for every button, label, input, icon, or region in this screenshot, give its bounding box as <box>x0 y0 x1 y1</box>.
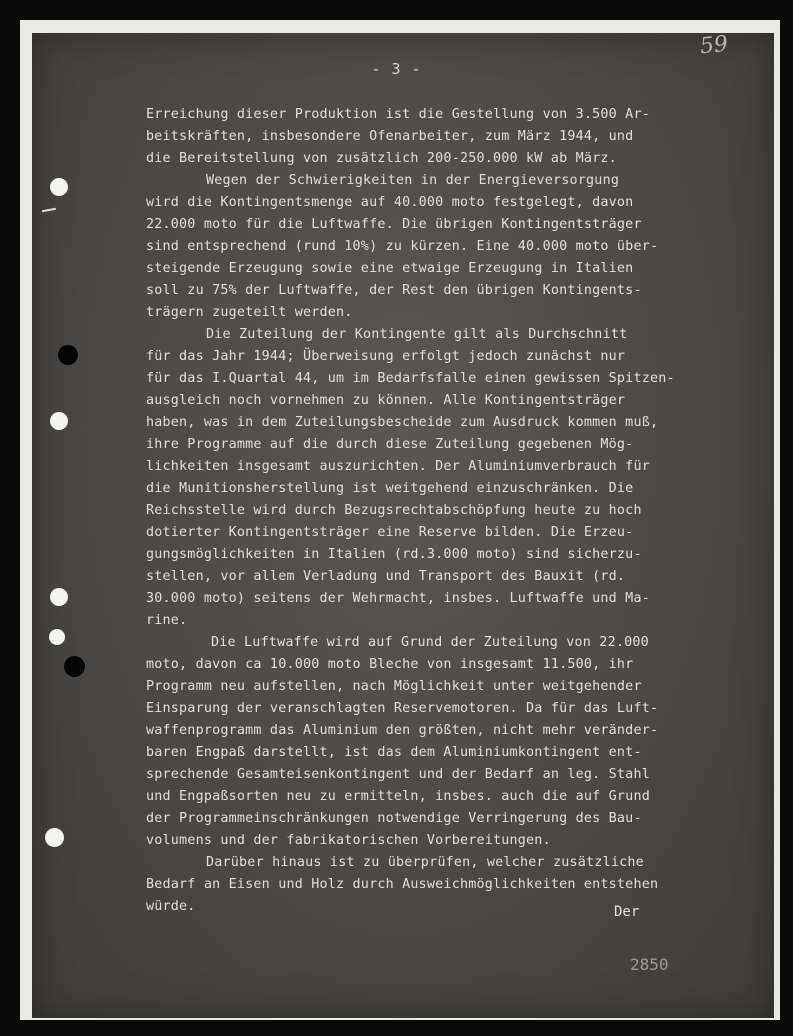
text-line: die Bereitstellung von zusätzlich 200-250.000 kW ab März. <box>146 151 617 166</box>
text-line: Wegen der Schwierigkeiten in der Energieversorgung <box>206 173 620 188</box>
text-line: baren Engpaß darstellt, ist das dem Aluminiumkontingent ent- <box>146 745 642 760</box>
text-line: waffenprogramm das Aluminium den größten, nicht mehr veränder- <box>146 723 659 738</box>
text-line: Darüber hinaus ist zu überprüfen, welcher zusätzliche <box>206 855 644 870</box>
text-line: und Engpaßsorten neu zu ermitteln, insbes. auch die auf Grund <box>146 789 650 804</box>
text-line: haben, was in dem Zuteilungsbescheide zum Ausdruck kommen muß, <box>146 415 659 430</box>
page-number: - 3 - <box>371 60 422 78</box>
text-line: soll zu 75% der Luftwaffe, der Rest den übrigen Kontingents- <box>146 283 642 298</box>
text-line: ausgleich noch vornehmen zu können. Alle Kontingentsträger <box>146 393 626 408</box>
text-line: Einsparung der veranschlagten Reservemotoren. Da für das Luft- <box>146 701 659 716</box>
body-text <box>146 104 726 918</box>
text-line: steigende Erzeugung sowie eine etwaige Erzeugung in Italien <box>146 261 634 276</box>
text-line: Reichsstelle wird durch Bezugsrechtabschöpfung heute zu hoch <box>146 503 642 518</box>
punch-hole-white-4 <box>49 629 65 645</box>
punch-hole-white-2 <box>50 412 68 430</box>
punch-hole-black-2 <box>64 656 85 677</box>
punch-hole-white-1 <box>50 178 68 196</box>
punch-hole-white-3 <box>50 588 68 606</box>
stamp-number: 2850 <box>630 955 669 974</box>
text-line: lichkeiten insgesamt auszurichten. Der Aluminiumverbrauch für <box>146 459 650 474</box>
folio-mark: 59 <box>698 31 730 60</box>
text-line: Programm neu aufstellen, nach Möglichkeit unter weitgehender <box>146 679 642 694</box>
text-line: beitskräften, insbesondere Ofenarbeiter, zum März 1944, und <box>146 129 634 144</box>
text-line: wird die Kontingentsmenge auf 40.000 moto festgelegt, davon <box>146 195 634 210</box>
text-line: Die Zuteilung der Kontingente gilt als Durchschnitt <box>206 327 628 342</box>
punch-hole-black-1 <box>58 345 78 365</box>
text-line: volumens und der fabrikatorischen Vorbereitungen. <box>146 833 551 848</box>
text-line: für das Jahr 1944; Überweisung erfolgt jedoch zunächst nur <box>146 349 626 364</box>
catchword: Der <box>614 904 640 920</box>
text-line: Bedarf an Eisen und Holz durch Ausweichmöglichkeiten entstehen <box>146 877 659 892</box>
text-line: 22.000 moto für die Luftwaffe. Die übrigen Kontingentsträger <box>146 217 642 232</box>
text-line: 30.000 moto) seitens der Wehrmacht, insbes. Luftwaffe und Ma- <box>146 591 650 606</box>
text-line: für das I.Quartal 44, um im Bedarfsfalle einen gewissen Spitzen- <box>146 371 675 386</box>
text-line: Erreichung dieser Produktion ist die Gestellung von 3.500 Ar- <box>146 107 650 122</box>
text-line: dotierter Kontingentsträger eine Reserve bilden. Die Erzeu- <box>146 525 634 540</box>
text-line: ihre Programme auf die durch diese Zuteilung gegebenen Mög- <box>146 437 634 452</box>
text-line: sprechende Gesamteisenkontingent und der Bedarf an leg. Stahl <box>146 767 650 782</box>
text-line: rine. <box>146 613 188 628</box>
text-line: stellen, vor allem Verladung und Transport des Bauxit (rd. <box>146 569 626 584</box>
text-line: die Munitionsherstellung ist weitgehend einzuschränken. Die <box>146 481 634 496</box>
text-line: gungsmöglichkeiten in Italien (rd.3.000 moto) sind sicherzu- <box>146 547 642 562</box>
text-line: sind entsprechend (rund 10%) zu kürzen. Eine 40.000 moto über- <box>146 239 659 254</box>
text-line: trägern zugeteilt werden. <box>146 305 353 320</box>
punch-hole-white-5 <box>45 828 64 847</box>
text-line: moto, davon ca 10.000 moto Bleche von insgesamt 11.500, ihr <box>146 657 634 672</box>
text-line: der Programmeinschränkungen notwendige Verringerung des Bau- <box>146 811 642 826</box>
text-line: würde. <box>146 899 196 914</box>
text-line: Die Luftwaffe wird auf Grund der Zuteilung von 22.000 <box>211 635 649 650</box>
